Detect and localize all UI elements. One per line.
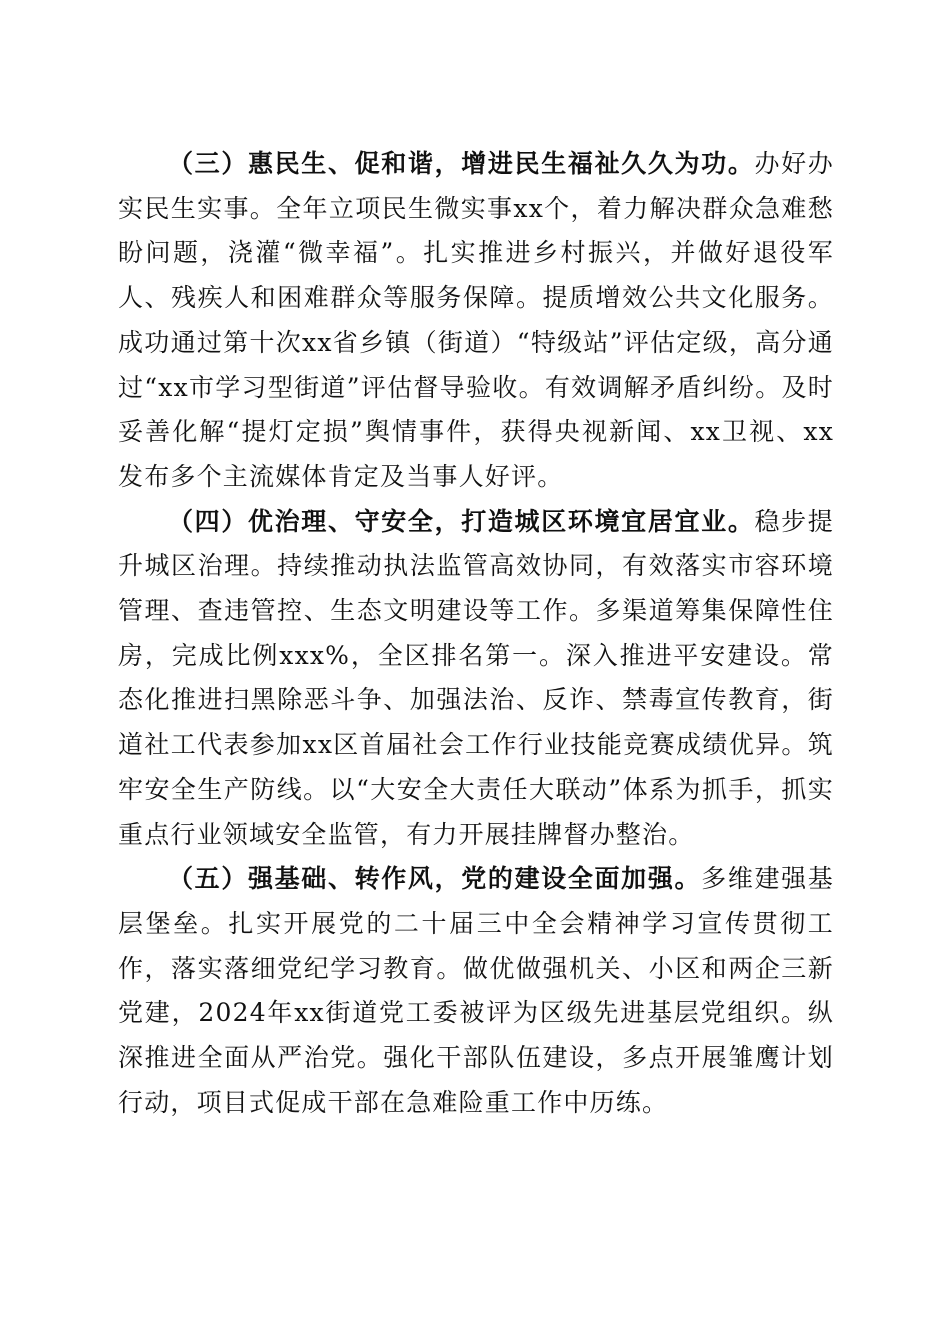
section-4-heading: （四）优治理、守安全，打造城区环境宜居宜业。 [168, 506, 755, 536]
section-3-paragraph [118, 142, 834, 500]
section-5-heading: （五）强基础、转作风，党的建设全面加强。 [168, 864, 702, 894]
section-5-paragraph [118, 857, 834, 1125]
section-4-body: 稳步提升城区治理。持续推动执法监管高效协同，有效落实市容环境管理、查违管控、生态文明建设等工作。多渠道筹集保障性住房，完成比例xxx%，全区排名第一。深入推进平安建设。常态化推进扫黑除恶斗争、加强法治、反诈、禁毒宣传教育，街道社工代表参加xx区首届社会工作行业技能竞赛成绩优异。筑牢安全生产防线。以“大安全大责任大联动”体系为抓手，抓实重点行业领域安全监管，有力开展挂牌督办整治。 [118, 506, 835, 849]
section-3-heading: （三）惠民生、促和谐，增进民生福祉久久为功。 [168, 149, 755, 178]
section-4-paragraph [118, 500, 834, 858]
section-5-body: 多维建强基层堡垒。扎实开展党的二十届三中全会精神学习宣传贯彻工作，落实落细党纪学习教育。做优做强机关、小区和两企三新党建，2024年xx街道党工委被评为区级先进基层党组织。纵深推进全面从严治党。强化干部队伍建设，多点开展雏鹰计划行动，项目式促成干部在急难险重工作中历练。 [118, 864, 834, 1117]
section-3-body: 办好办实民生实事。全年立项民生微实事xx个，着力解决群众急难愁盼问题，浇灌“微幸福”。扎实推进乡村振兴，并做好退役军人、残疾人和困难群众等服务保障。提质增效公共文化服务。成功通过第十次xx省乡镇（街道）“特级站”评估定级，高分通过“xx市学习型街道”评估督导验收。有效调解矛盾纠纷。及时妥善化解“提灯定损”舆情事件，获得央视新闻、xx卫视、xx发布多个主流媒体肯定及当事人好评。 [118, 149, 835, 491]
document-page [118, 142, 834, 1125]
